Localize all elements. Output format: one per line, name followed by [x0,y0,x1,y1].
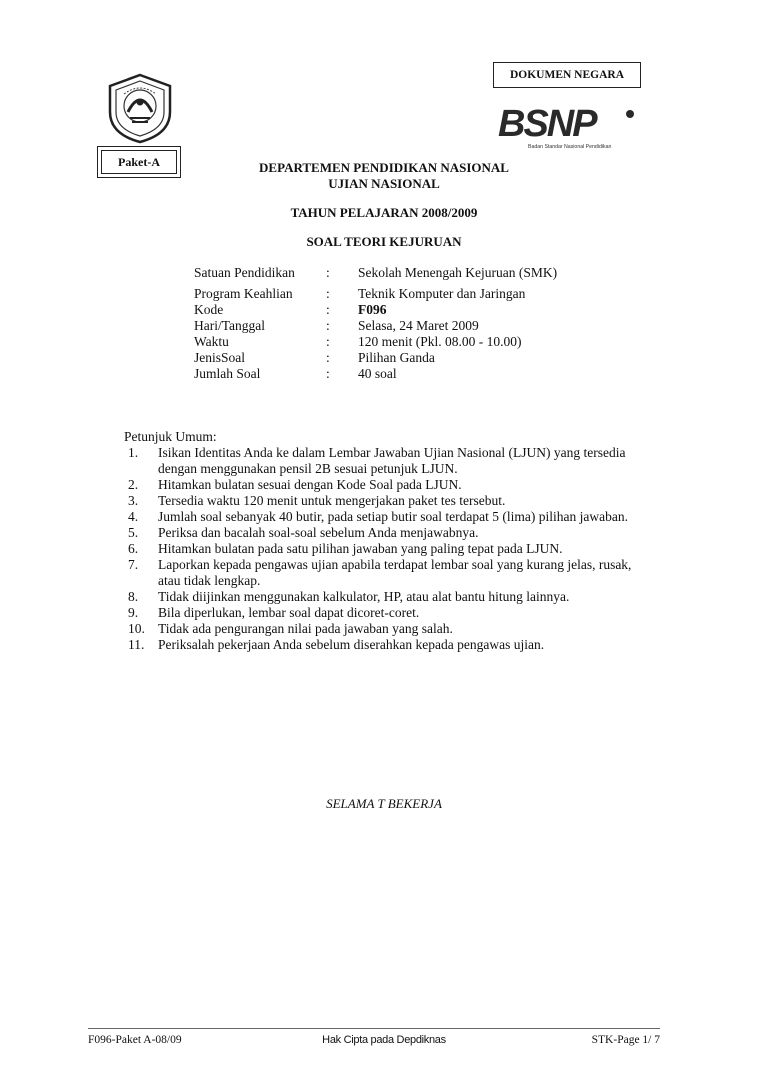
info-colon: : [326,265,330,280]
instruction-text: Bila diperlukan, lembar soal dapat dicoret-coret. [158,605,420,620]
info-colon: : [326,286,330,301]
instruction-number: 9. [128,605,139,620]
instruction-text: Tidak diijinkan menggunakan kalkulator, HP, atau alat bantu hitung lainnya. [158,589,570,604]
instruction-text: Jumlah soal sebanyak 40 butir, pada setiap butir soal terdapat 5 (lima) pilihan jawaban. [158,509,628,524]
info-colon: : [326,302,330,317]
department-title: DEPARTEMEN PENDIDIKAN NASIONAL [259,160,509,175]
info-colon: : [326,366,330,381]
info-label: JenisSoal [194,350,246,365]
instruction-number: 4. [128,509,139,524]
info-value: 120 menit (Pkl. 08.00 - 10.00) [358,334,522,349]
info-value: Pilihan Ganda [358,350,435,365]
subject-title: SOAL TEORI KEJURUAN [306,234,462,249]
info-value: 40 soal [358,366,397,381]
instruction-text-continued: atau tidak lengkap. [158,573,261,588]
info-colon: : [326,334,330,349]
instruction-text: Tersedia waktu 120 menit untuk mengerjakan paket tes tersebut. [158,493,506,508]
footer-code: F096-Paket A-08/09 [88,1034,182,1046]
instruction-text: Periksa dan bacalah soal-soal sebelum Anda menjawabnya. [158,525,479,540]
bsnp-logo [498,104,644,152]
info-label: Jumlah Soal [194,366,261,381]
footer-page-number: STK-Page 1/ 7 [591,1034,660,1046]
footer-copyright: Hak Cipta pada Depdiknas [322,1034,446,1046]
bsnp-logo-text: BSNP [498,104,596,145]
tut-wuri-handayani-logo [104,72,176,144]
dokumen-negara-label: DOKUMEN NEGARA [493,62,641,88]
instruction-text: Hitamkan bulatan pada satu pilihan jawaban yang paling tepat pada LJUN. [158,541,563,556]
instruction-number: 10. [128,621,145,636]
info-colon: : [326,350,330,365]
info-label: Waktu [194,334,229,349]
year-title: TAHUN PELAJARAN 2008/2009 [290,205,478,220]
info-value: F096 [358,302,387,317]
closing-message: SELAMA T BEKERJA [326,796,442,811]
paket-label: Paket-A [101,150,177,174]
info-label: Kode [194,302,224,317]
info-label: Satuan Pendidikan [194,265,295,280]
exam-title: UJIAN NASIONAL [328,176,440,191]
instruction-number: 6. [128,541,139,556]
info-value: Teknik Komputer dan Jaringan [358,286,526,301]
info-value: Selasa, 24 Maret 2009 [358,318,479,333]
instruction-number: 3. [128,493,139,508]
instruction-number: 7. [128,557,139,572]
instruction-number: 1. [128,445,139,460]
instruction-number: 2. [128,477,139,492]
info-label: Hari/Tanggal [194,318,266,333]
info-label: Program Keahlian [194,286,293,301]
instruction-text: Isikan Identitas Anda ke dalam Lembar Jawaban Ujian Nasional (LJUN) yang tersedia [158,445,626,460]
instruction-number: 11. [128,637,145,652]
instruction-text: Periksalah pekerjaan Anda sebelum diserahkan kepada pengawas ujian. [158,637,545,652]
footer-divider [88,1028,660,1029]
instructions-heading: Petunjuk Umum: [124,429,217,444]
instruction-text: Laporkan kepada pengawas ujian apabila terdapat lembar soal yang kurang jelas, rusak, [158,557,632,572]
bsnp-logo-subtext: Badan Standar Nasional Pendidikan [528,144,612,150]
instruction-text-continued: dengan menggunakan pensil 2B sesuai petunjuk LJUN. [158,461,458,476]
instruction-number: 5. [128,525,139,540]
instruction-number: 8. [128,589,139,604]
instruction-text: Hitamkan bulatan sesuai dengan Kode Soal pada LJUN. [158,477,462,492]
instruction-text: Tidak ada pengurangan nilai pada jawaban yang salah. [158,621,453,636]
info-colon: : [326,318,330,333]
info-value: Sekolah Menengah Kejuruan (SMK) [358,265,558,280]
